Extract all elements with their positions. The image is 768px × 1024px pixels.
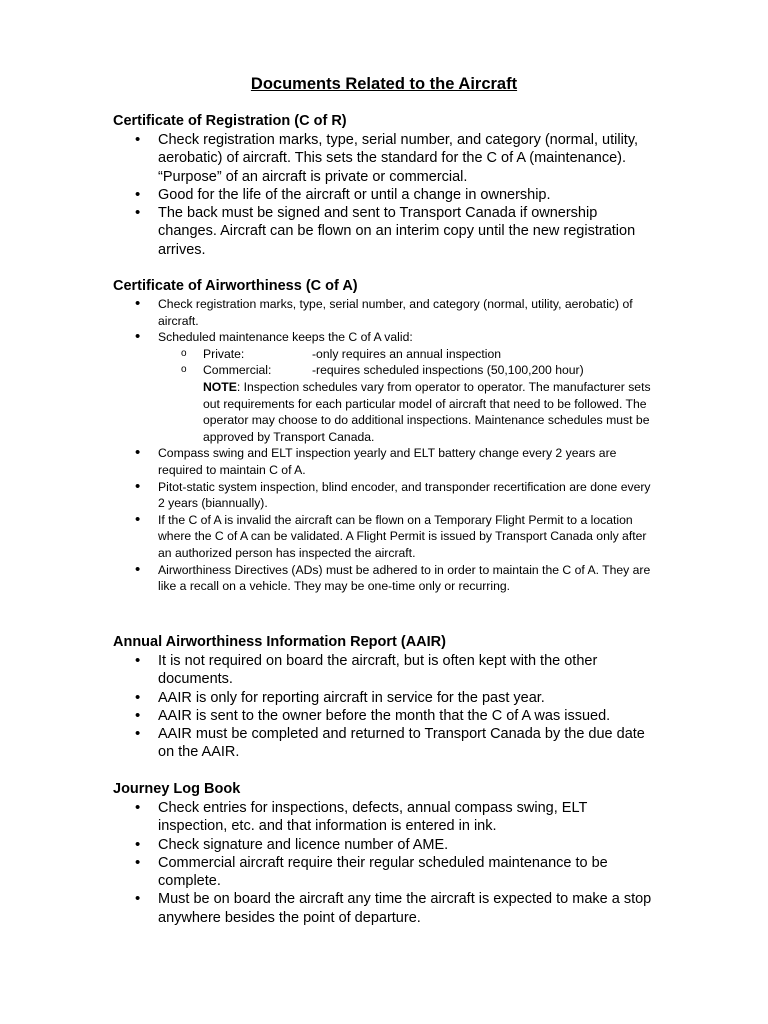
section-heading: Certificate of Registration (C of R) xyxy=(113,113,347,129)
list-item: • AAIR is sent to the owner before the month that the C of A was issued. xyxy=(113,707,658,725)
bullet-list xyxy=(113,131,658,259)
section-aair xyxy=(113,633,658,762)
section-cofa xyxy=(113,277,658,595)
bullet-list xyxy=(113,652,658,762)
list-item: • Must be on board the aircraft any time the aircraft is expected to make a stop anywhere besides the point of departure. xyxy=(113,890,658,927)
list-item: • Check signature and licence number of AME. xyxy=(113,836,658,854)
section-heading: Journey Log Book xyxy=(113,781,241,797)
sub-item-text: -only requires an annual inspection xyxy=(312,346,502,361)
list-item: • The back must be signed and sent to Transport Canada if ownership changes. Aircraft can be flown on an interim copy until the new registration arrives. xyxy=(113,204,658,259)
section-heading: Certificate of Airworthiness (C of A) xyxy=(113,278,358,294)
note-paragraph xyxy=(158,379,658,445)
section-journey-log xyxy=(113,780,658,927)
list-item: • Pitot-static system inspection, blind encoder, and transponder recertification are done every 2 years (biannually). xyxy=(113,479,658,512)
list-item: • Commercial aircraft require their regular scheduled maintenance to be complete. xyxy=(113,854,658,891)
sub-item-commercial xyxy=(158,362,658,379)
list-item: • AAIR is only for reporting aircraft in service for the past year. xyxy=(113,689,658,707)
list-item: • Airworthiness Directives (ADs) must be adhered to in order to maintain the C of A. They are like a recall on a vehicle. They may be one-time only or recurring. xyxy=(113,562,658,595)
page-title: Documents Related to the Aircraft xyxy=(250,75,518,93)
list-item: • AAIR must be completed and returned to Transport Canada by the due date on the AAIR. xyxy=(113,725,658,762)
bullet-list xyxy=(113,296,658,595)
sub-item-label: Commercial: xyxy=(203,363,272,378)
list-item: • Good for the life of the aircraft or until a change in ownership. xyxy=(113,186,658,204)
sub-list xyxy=(158,346,658,379)
section-cofr xyxy=(113,112,658,259)
note-text: : Inspection schedules vary from operator to operator. The manufacturer sets out requirements for each particular model of aircraft that need to be followed. The operator may choose to do additional inspections. Maintenance schedules must be approved by Transport Canada. xyxy=(203,379,651,444)
list-item: • Check registration marks, type, serial number, and category (normal, utility, aerobatic) of aircraft. This sets the standard for the C of A (maintenance). “Purpose” of an aircraft is private or commercial. xyxy=(113,131,658,186)
list-item: • It is not required on board the aircraft, but is often kept with the other documents. xyxy=(113,652,658,689)
section-heading: Annual Airworthiness Information Report (AAIR) xyxy=(113,634,446,650)
list-item: • Check registration marks, type, serial number, and category (normal, utility, aerobatic) of aircraft. xyxy=(113,296,658,329)
list-item xyxy=(113,329,658,445)
sub-item-label: Private: xyxy=(203,346,245,361)
sub-item-private xyxy=(158,346,658,363)
list-item: • Compass swing and ELT inspection yearly and ELT battery change every 2 years are required to maintain C of A. xyxy=(113,445,658,478)
sub-item-text: -requires scheduled inspections (50,100,200 hour) xyxy=(312,363,584,378)
list-item-text: • Scheduled maintenance keeps the C of A valid: xyxy=(158,330,413,345)
bullet-list xyxy=(113,799,658,927)
note-label: NOTE xyxy=(203,379,237,394)
list-item: • Check entries for inspections, defects, annual compass swing, ELT inspection, etc. and that information is entered in ink. xyxy=(113,799,658,836)
list-item: • If the C of A is invalid the aircraft can be flown on a Temporary Flight Permit to a location where the C of A can be validated. A Flight Permit is issued by Transport Canada only after an authorized person has inspected the aircraft. xyxy=(113,512,658,562)
